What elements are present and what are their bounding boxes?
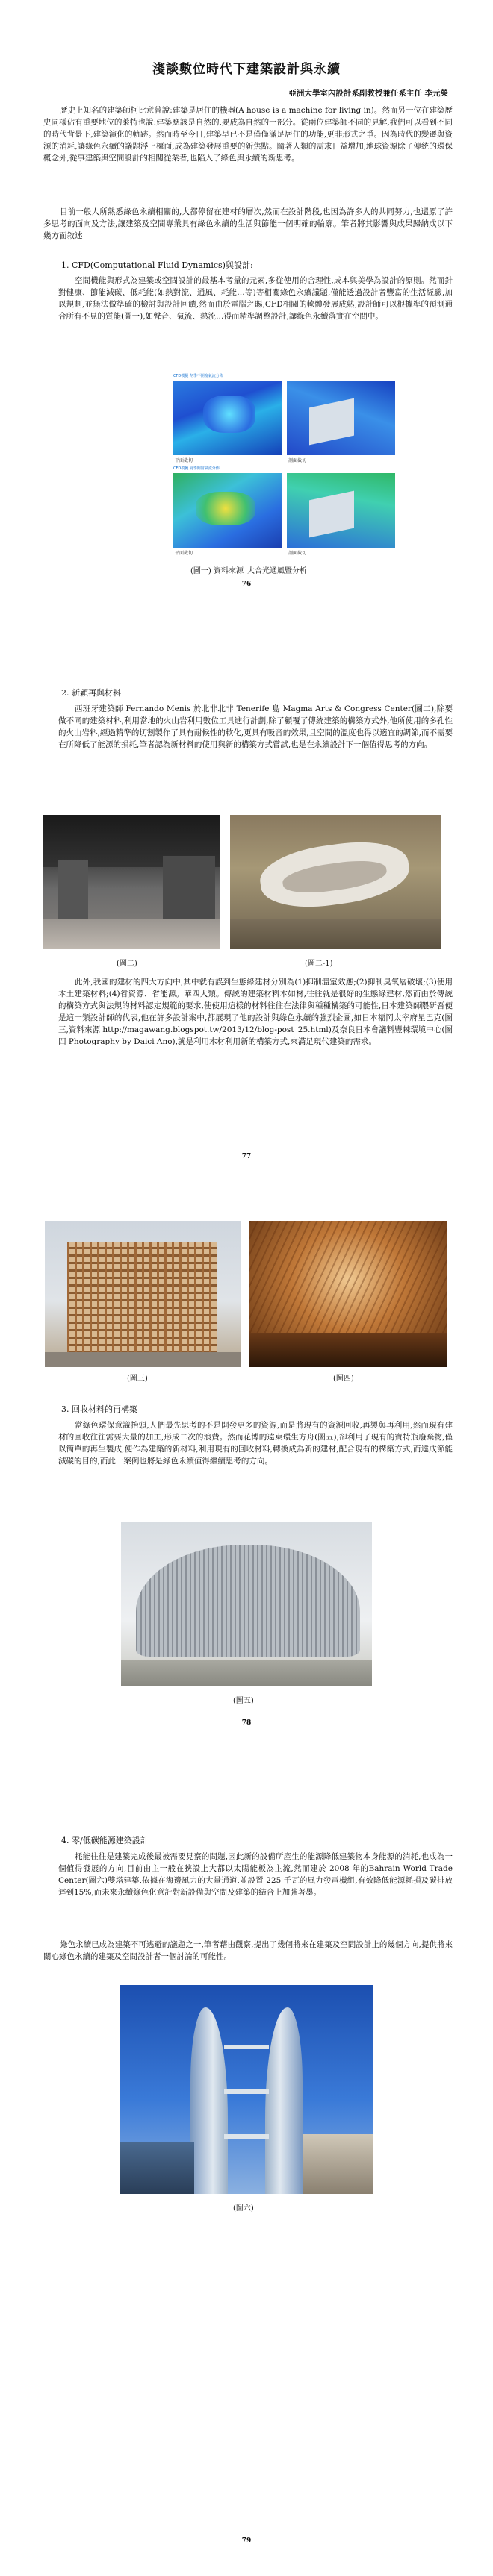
section-4-heading: 4. 零/低碳能源建築設計: [61, 1836, 149, 1845]
page-number-79: 79: [241, 2537, 252, 2545]
intro-paragraph-2: 目前一般人所熟悉綠色永續相關的,大都停留在建材的層次,然而在設計階段,也因為許多人的共同努力,也還原了許多思考的面向及方法,讓建築及空間專業具有綠色永續的生活與節能一個明確的輪廓。筆者將其影響與成果歸納成以下幾方面敘述: [43, 207, 453, 240]
section-2-paragraph-2: 此外,我國的建材的四大方向中,其中就有誤到生態綠建材分別為(1)抑制溫室效應;(2)抑制臭氧層破壞;(3)使用本土建築材料;(4)省資源、省能源。華四大類。傳統的建築材料本如材,往往就是很好的生態綠建材,然而由於傳統的構築方式與法規的材料認定規範的要求,使使用這樣的材料往往在法律與種種構築的可能性,日本建築師隈研吾便是這一類設計師的代表,他在許多設計案中,都展現了他的設計與綠色永續的強烈企圖,如日本福岡太宰府星巴克(圖三,資料來源 http://magawang.blogspot.tw/2013/12/blog-post_25.html)及奈良日本會議料豐棘環境中心(圖四 Photography by Daici Ano),就是利用木材利用新的構築方式,來滿足現代建築的需求。: [58, 978, 453, 1046]
figure-2-caption: (圖二): [117, 960, 137, 968]
figure-4-caption: (圖四): [333, 1375, 354, 1383]
intro-paragraph-1: 歷史上知名的建築師柯比意曾說:建築是居住的機器(A house is a machine for living in)。然而另一位在建築歷史同樣佔有重要地位的萊特也說:建築應該是自然的,要成為自然的一部分。從兩位建築師不同的見解,我們可以看到不同的時代背景下,建築演化的軌跡。然而時至今日,建築早已不是僅僅滿足居住的功能,更非形式之爭。因為時代的變遷與資源的消耗,讓綠色永續的議題浮上檯面,成為建築發展重要的新焦點。隨著人類的需求日益增加,地球資源除了傳統的環保概念外,從事建築與空間設計的相關從業者,也陷入了綠色與永續的新思考。: [43, 106, 453, 163]
figure-1-caption: (圖一) 資料來源_大合光通風暨分析: [190, 567, 307, 575]
cfd-winter-plan-image: [173, 381, 282, 455]
section-1-heading: 1. CFD(Computational Fluid Dynamics)與設計:: [61, 260, 253, 270]
fig1-sub-label-2: 剖面截切: [288, 458, 307, 463]
figure-5-image: [121, 1522, 372, 1686]
figure-1-legend-top: CFD模擬 冬季不開窗氣流分佈: [173, 374, 223, 378]
section-2-heading: 2. 新穎再與材料: [61, 688, 121, 698]
figure-4-image: [249, 1221, 447, 1367]
page-number-77: 77: [241, 1153, 252, 1160]
fig1-sub-label-4: 剖面截切: [288, 551, 307, 556]
figure-1-legend-bottom: CFD模擬 夏季開窗氣流分佈: [173, 466, 220, 471]
figure-2-image: [43, 815, 220, 949]
section-3-paragraph: 當綠色環保意識抬頭,人們最先思考的不是開發更多的資源,而是將現有的資源回收,再製與再利用,然而現有建材的回收往往需要大量的加工,形成二次的浪費。然而花博的遠東環生方舟(圖五),卻利用了現有的寶特瓶廢棄物,僅以簡單的再生製成,便作為建築的新材料,利用現有的回收材料,轉換成為新的建材,配合現有的構築方式,而達成節能減碳的目的,而此一案例也將是綠色永續值得繼續思考的方向。: [58, 1421, 453, 1466]
figure-1: [173, 373, 405, 561]
cfd-summer-plan-image: [173, 473, 282, 548]
figure-3-image: [45, 1221, 241, 1367]
fig1-sub-label-3: 平面截切: [175, 551, 193, 556]
cfd-winter-section-image: [287, 381, 395, 455]
fig1-sub-label-1: 平面截切: [175, 458, 193, 463]
author-line: 亞洲大學室內設計系副教授兼任系主任 李元榮: [288, 89, 448, 98]
section-4-paragraph-1: 耗能往往是建築完成後最被需要見察的問題,因此新的設備所產生的能源降低建築物本身能源的消耗,也成為一個值得發展的方向,目前由主一般在狹設上大都以太陽能板為主流,然而建於 2008 年的Bahrain World Trade Center(圖六)雙塔建築,依據在海邊風力的大量通道,並設置 225 千瓦的風力發電機組,有效降低能源耗損及碳排放達到15%,而未來永續綠色化意計對新設備與空間及建築的結合上加強著墨。: [58, 1852, 453, 1897]
section-4-paragraph-2: 綠色永續已成為建築不可逃避的議題之一,筆者藉由觀察,提出了幾個將來在建築及空間設計上的幾個方向,提供將來關心綠色永續的建築及空間設計者一個討論的可能性。: [43, 1940, 453, 1961]
figure-2-1-image: [230, 815, 441, 949]
page-title: 淺談數位時代下建築設計與永續: [152, 62, 341, 77]
figure-3-caption: (圖三): [127, 1375, 148, 1383]
figure-6-caption: (圖六): [233, 2204, 254, 2213]
section-1-paragraph: 空間機能與形式為建築或空間設計的最基本考量的元素,多從使用的合理性,成本與美學為設計的原則。然而針對健康、節能減碳、低耗能(如熱對流、通風、耗能…等)等相關綠色永續議題,僅能透過設計者豐富的生活經驗,加以規劃,並無法做準確的檢討與設計回饋,然而由於電腦之賜,CFD相關的軟體發展成熟,設計師可以根據準的預測通合所有不見的質能(圖一),如聲音、氣流、熱流…得而精準調整設計,讓綠色永續落實在空間中。: [58, 276, 453, 321]
figure-6-image: [120, 1985, 373, 2194]
cfd-summer-section-image: [287, 473, 395, 548]
page-number-76: 76: [241, 581, 252, 588]
page-number-78: 78: [241, 1719, 252, 1727]
section-2-paragraph-1: 西班牙建築師 Fernando Menis 於北非北非 Tenerife 島 Magma Arts & Congress Center(圖二),除要做不同的建築材料,利用當地的火山岩利用數位工具進行計劃,除了顧覆了傳統建築的構築方式外,他所使用的多孔性的火山岩料,經過精準的切割製作了具有耐候性的軟化,更具有吸音的效果,且空間的溫度也得以適宜的調節,而不需要在所降低了能源的損耗,筆者認為新材料的使用與新的構築方式嘗試,也是在永續設計下一個值得思考的方向。: [58, 704, 453, 749]
section-3-heading: 3. 回收材料的再構築: [61, 1404, 137, 1414]
figure-5-caption: (圖五): [233, 1697, 254, 1705]
figure-2-1-caption: (圖二-1): [305, 960, 333, 968]
